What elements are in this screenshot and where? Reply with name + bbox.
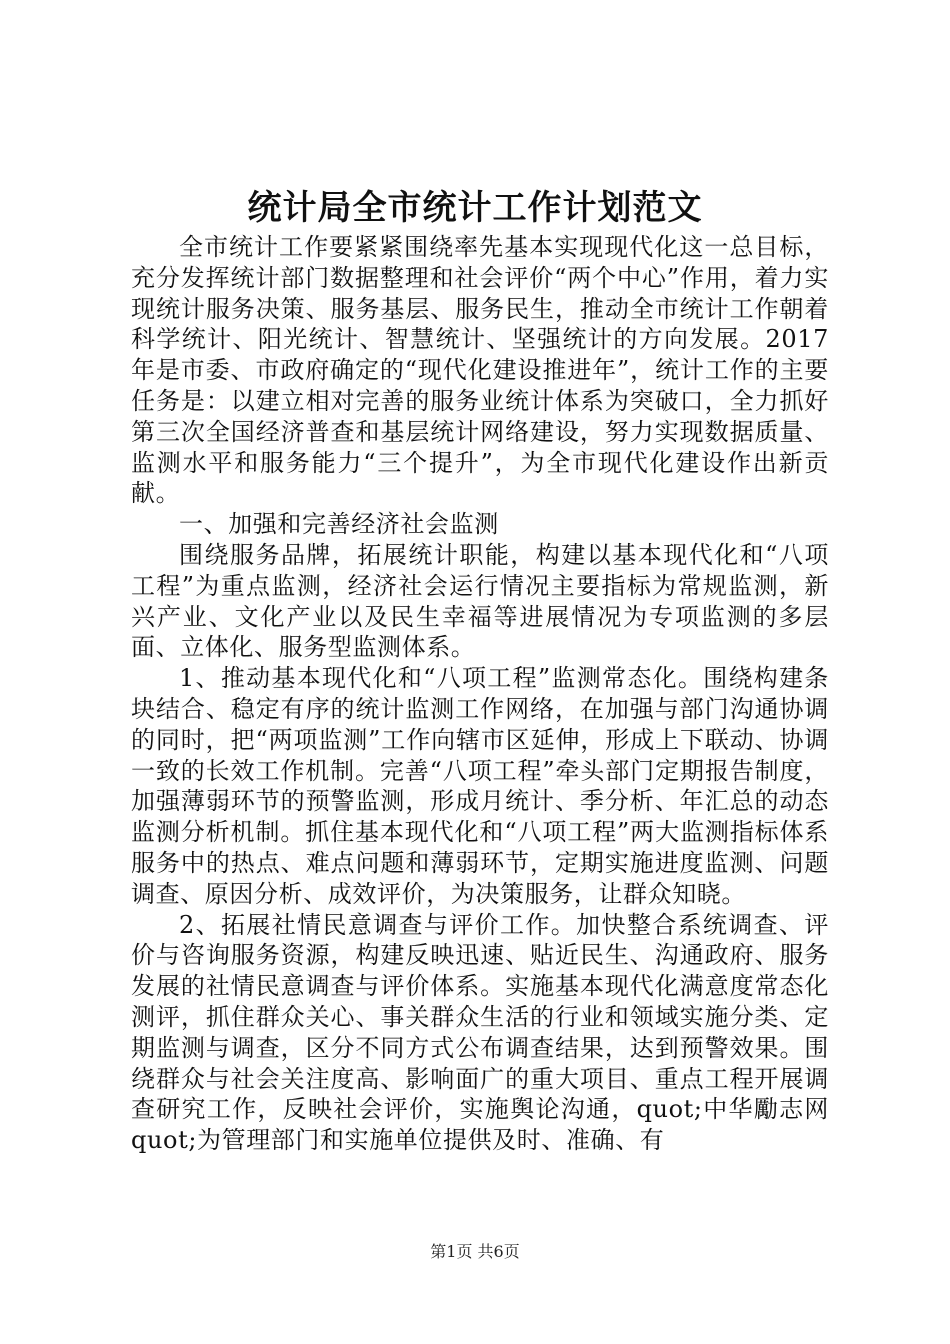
- section-heading: 一、加强和完善经济社会监测: [179, 510, 499, 539]
- paragraph-item-1: 1、推动基本现代化和“八项工程”监测常态化。围绕构建条块结合、稳定有序的统计监测工作网络，在加强与部门沟通协调的同时，把“两项监测”工作向辖市区延伸，形成上下联动、协调一致的长效工作机制。完善“八项工程”牵头部门定期报告制度，加强薄弱环节的预警监测，形成月统计、季分析、年汇总的动态监测分析机制。抓住基本现代化和“八项工程”两大监测指标体系服务中的热点、难点问题和薄弱环节，定期实施进度监测、问题调查、原因分析、成效评价，为决策服务，让群众知晓。: [131, 664, 829, 908]
- document-body: [131, 232, 829, 1156]
- page-number-footer: 第1页 共6页: [430, 1242, 520, 1261]
- paragraph-section-summary: 围绕服务品牌，拓展统计职能，构建以基本现代化和“八项工程”为重点监测，经济社会运行情况主要指标为常规监测，新兴产业、文化产业以及民生幸福等进展情况为专项监测的多层面、立体化、服务型监测体系。: [131, 540, 829, 662]
- document-title: 统计局全市统计工作计划范文: [247, 188, 703, 228]
- paragraph-item-2: 2、拓展社情民意调查与评价工作。加快整合系统调查、评价与咨询服务资源，构建反映迅速、贴近民生、沟通政府、服务发展的社情民意调查与评价体系。实施基本现代化满意度常态化测评，抓住群众关心、事关群众生活的行业和领域实施分类、定期监测与调查，区分不同方式公布调查结果，达到预警效果。围绕群众与社会关注度高、影响面广的重大项目、重点工程开展调查研究工作，反映社会评价，实施舆论沟通，quot;中华勵志网quot;为管理部门和实施单位提供及时、准确、有: [131, 910, 829, 1155]
- paragraph-intro: 全市统计工作要紧紧围绕率先基本实现现代化这一总目标，充分发挥统计部门数据整理和社会评价“两个中心”作用，着力实现统计服务决策、服务基层、服务民生，推动全市统计工作朝着科学统计、阳光统计、智慧统计、坚强统计的方向发展。2017年是市委、市政府确定的“现代化建设推进年”，统计工作的主要任务是：以建立相对完善的服务业统计体系为突破口，全力抓好第三次全国经济普查和基层统计网络建设，努力实现数据质量、监测水平和服务能力“三个提升”，为全市现代化建设作出新贡献。: [131, 233, 829, 508]
